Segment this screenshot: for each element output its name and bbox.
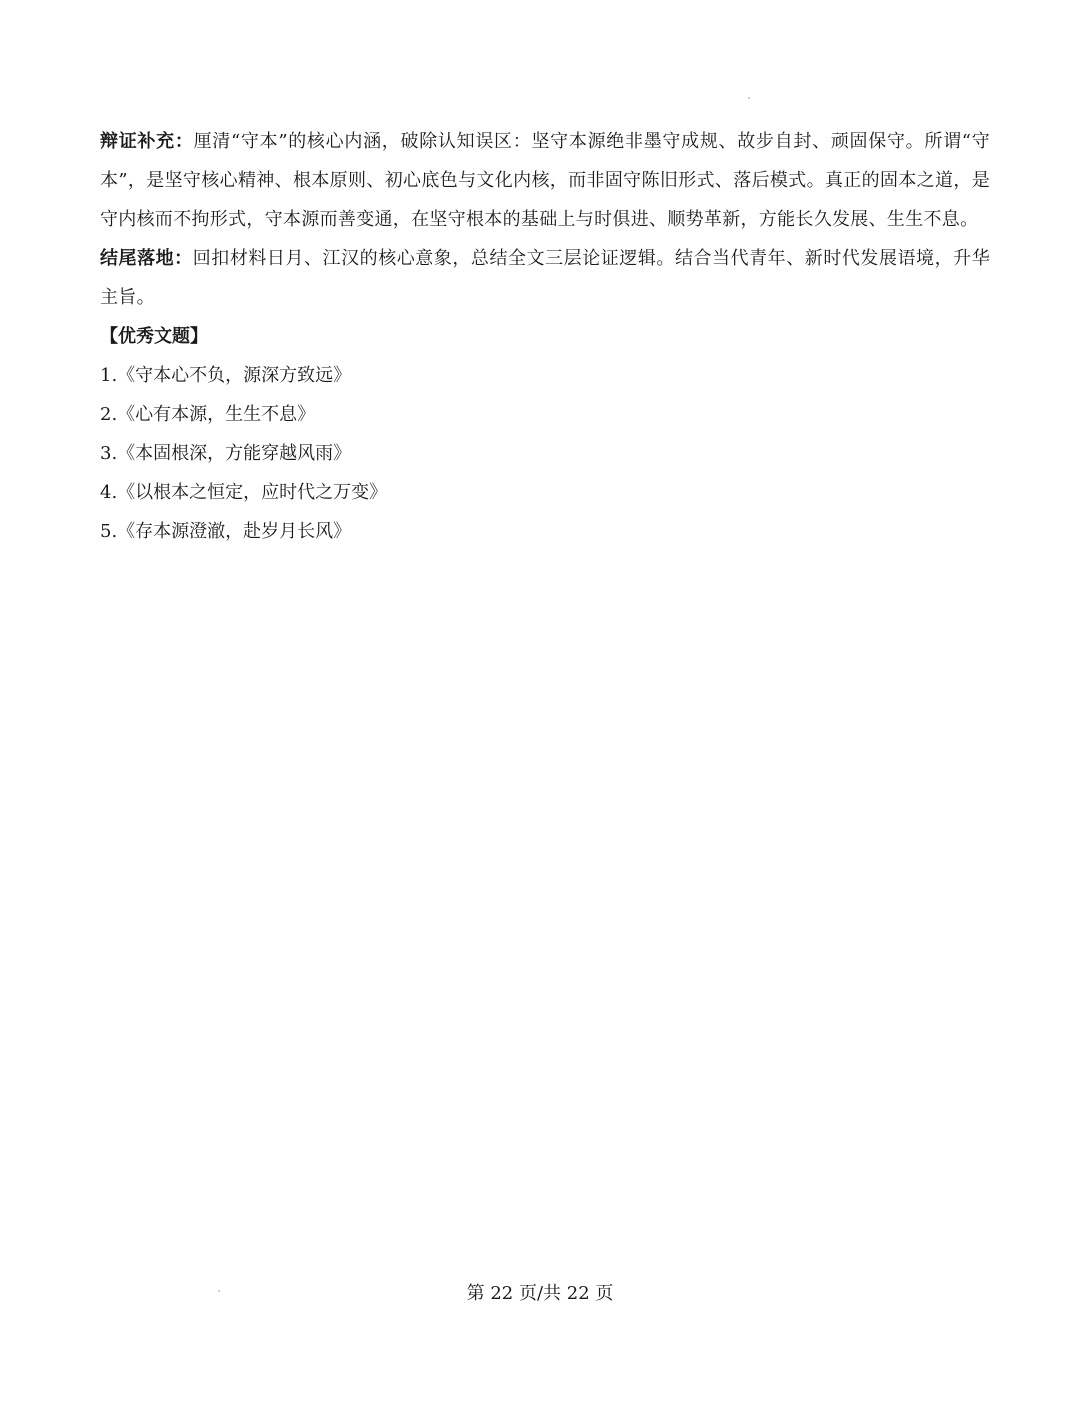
paragraph-text: 厘清“守本”的核心内涵，破除认知误区：坚守本源绝非墨守成规、故步自封、顽固保守。所谓“守本”，是坚守核心精神、根本原则、初心底色与文化内核，而非固守陈旧形式、落后模式。真正的固本之道，是守内核而不拘形式，守本源而善变通，在坚守根本的基础上与时俱进、顺势革新，方能长久发展、生生不息。: [100, 131, 991, 230]
section-heading-excellent-titles: 【优秀文题】: [100, 326, 208, 347]
document-body: [100, 122, 990, 551]
list-item: 2.《心有本源，生生不息》: [100, 404, 316, 425]
paragraph-dialectic-supplement: [100, 122, 990, 239]
paragraph-conclusion: [100, 239, 990, 317]
list-item: 4.《以根本之恒定，应时代之万变》: [100, 482, 388, 503]
list-item: 5.《存本源澄澈，赴岁月长风》: [100, 521, 352, 542]
paragraph-text: 回扣材料日月、江汉的核心意象，总结全文三层论证逻辑。结合当代青年、新时代发展语境，升华主旨。: [100, 248, 990, 308]
excellent-titles-list: [100, 356, 990, 551]
list-item: 3.《本固根深，方能穿越风雨》: [100, 443, 352, 464]
paragraph-label: 辩证补充：: [100, 131, 194, 152]
page-number-footer: 第 22 页/共 22 页: [466, 1283, 614, 1304]
list-item: 1.《守本心不负，源深方致远》: [100, 365, 352, 386]
scan-speck: [748, 97, 750, 99]
paragraph-label: 结尾落地：: [100, 248, 193, 269]
